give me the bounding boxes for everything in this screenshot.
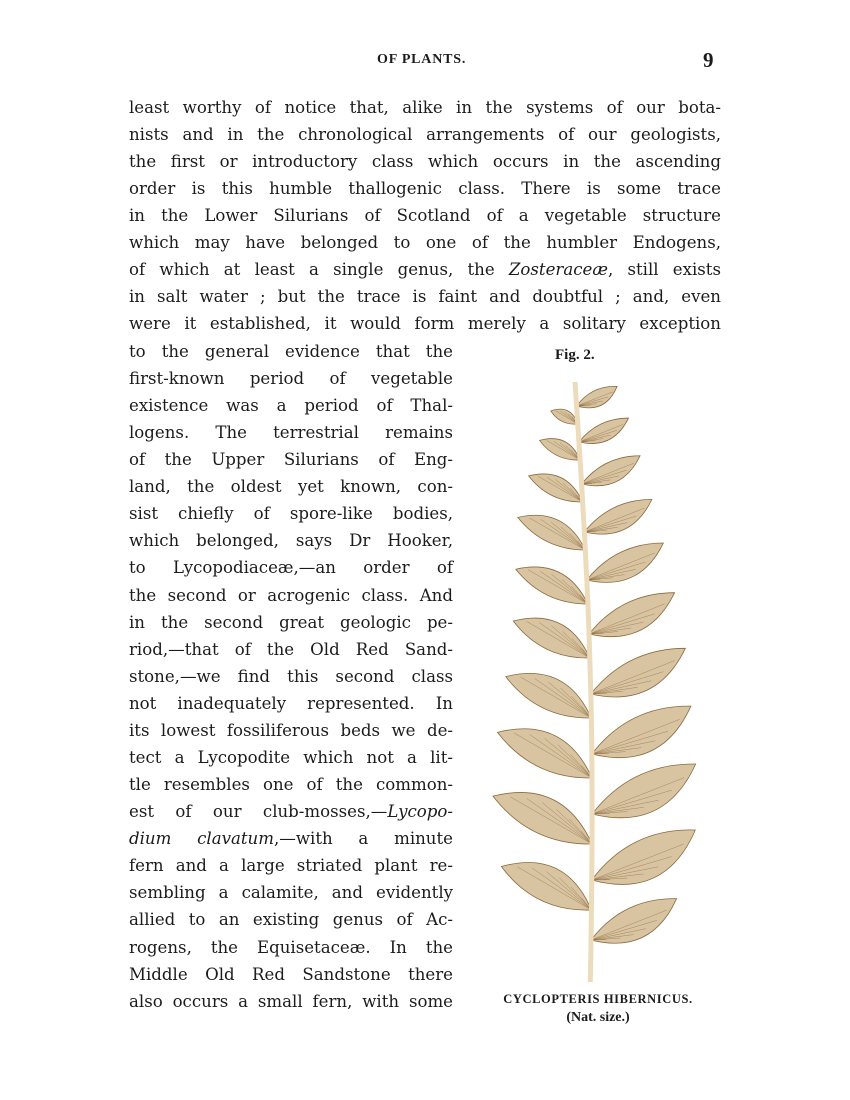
body-line: the first or introductory class which occurs in the ascending: [129, 152, 721, 171]
running-title: OF PLANTS.: [377, 52, 467, 67]
column-line: land, the oldest yet known, con-: [129, 477, 453, 496]
species-name: dium clavatum: [129, 829, 274, 848]
page-number: 9: [703, 48, 714, 72]
body-text-segment: est of our club-mosses,—: [129, 802, 388, 821]
fern-leaflet: [592, 706, 691, 758]
fern-leaflet: [501, 862, 591, 910]
body-line: were it established, it would form merely a solitary exception: [129, 314, 721, 333]
fern-leaflet: [497, 729, 592, 778]
caption-species-name: CYCLOPTERIS HIBERNICUS.: [503, 992, 693, 1006]
column-line: tle resembles one of the common-: [129, 775, 453, 794]
fern-leaflet: [592, 764, 696, 818]
column-line: not inadequately represented. In: [129, 694, 453, 713]
column-line: rogens, the Equisetaceæ. In the: [129, 938, 453, 957]
figure-caption: [470, 992, 726, 1026]
column-line: the second or acrogenic class. And: [129, 586, 453, 605]
column-line: stone,—we find this second class: [129, 667, 453, 686]
fern-leaflet: [513, 618, 590, 658]
column-line: sist chiefly of spore-like bodies,: [129, 504, 453, 523]
body-line: least worthy of notice that, alike in the systems of our bota-: [129, 98, 721, 117]
fern-leaflet: [591, 899, 677, 944]
column-line: sembling a calamite, and evidently: [129, 883, 453, 902]
column-line: logens. The terrestrial remains: [129, 423, 453, 442]
column-line: which belonged, says Dr Hooker,: [129, 531, 453, 550]
fern-leaflet: [592, 830, 696, 885]
column-line: to the general evidence that the: [129, 342, 453, 361]
fern-leaflet: [529, 474, 583, 502]
fern-leaflet: [518, 515, 586, 550]
column-line: also occurs a small fern, with some: [129, 992, 453, 1011]
genus-name: Lycopo-: [387, 802, 453, 821]
column-line: tect a Lycopodite which not a lit-: [129, 748, 453, 767]
column-line: first-known period of vegetable: [129, 369, 453, 388]
body-text-segment: ,—with a minute: [273, 829, 453, 848]
body-line: [129, 262, 721, 279]
column-line: riod,—that of the Old Red Sand-: [129, 640, 453, 659]
fern-fossil-illustration: [465, 372, 735, 987]
body-line: in salt water ; but the trace is faint and doubtful ; and, even: [129, 287, 721, 306]
column-line: Middle Old Red Sandstone there: [129, 965, 453, 984]
column-line: fern and a large striated plant re-: [129, 856, 453, 875]
figure-label: Fig. 2.: [555, 347, 595, 363]
fern-leaflet: [551, 409, 578, 424]
body-line: in the Lower Silurians of Scotland of a vegetable structure: [129, 206, 721, 225]
fern-leaflet: [516, 567, 588, 604]
column-line: existence was a period of Thal-: [129, 396, 453, 415]
column-line: in the second great geologic pe-: [129, 613, 453, 632]
body-line: order is this humble thallogenic class. There is some trace: [129, 179, 721, 198]
column-line: [129, 831, 453, 848]
running-head: [0, 48, 850, 74]
fern-leaflet: [506, 673, 592, 718]
column-line: its lowest fossiliferous beds we de-: [129, 721, 453, 740]
column-line: of the Upper Silurians of Eng-: [129, 450, 453, 469]
body-line: nists and in the chronological arrangements of our geologists,: [129, 125, 721, 144]
fern-leaflet: [540, 439, 581, 460]
column-line: [129, 804, 453, 821]
column-line: to Lycopodiaceæ,—an order of: [129, 558, 453, 577]
body-line: which may have belonged to one of the humbler Endogens,: [129, 233, 721, 252]
caption-size-note: (Nat. size.): [566, 1010, 630, 1025]
column-line: allied to an existing genus of Ac-: [129, 910, 453, 929]
genus-name: Zosteraceæ: [508, 260, 608, 279]
body-text-segment: of which at least a single genus, the: [129, 260, 509, 279]
body-text-segment: , still exists: [607, 260, 721, 279]
fern-leaflet: [493, 792, 592, 844]
